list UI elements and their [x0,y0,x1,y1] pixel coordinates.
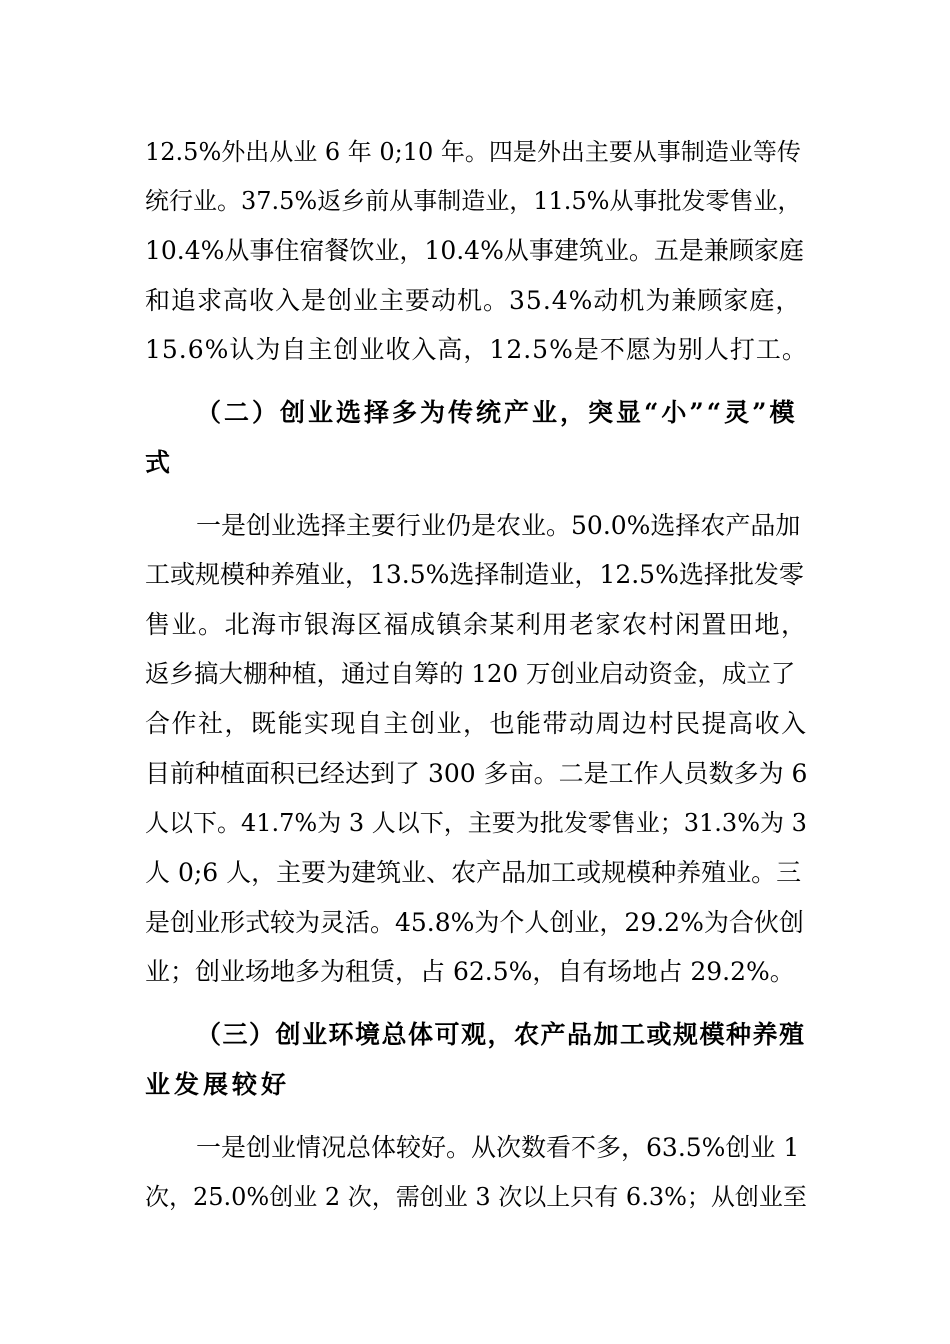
section-heading-continuation: 式 [145,448,175,477]
paragraph-line: 12.5%外出从业 6 年 0;10 年。四是外出主要从事制造业等传 [145,138,801,166]
paragraph-line: 人以下。41.7%为 3 人以下，主要为批发零售业；31.3%为 3 [145,809,807,837]
paragraph-line: 工或规模种养殖业，13.5%选择制造业，12.5%选择批发零 [145,560,804,589]
paragraph-line: 人 0;6 人，主要为建筑业、农产品加工或规模种养殖业。三 [145,858,802,887]
paragraph-line: 统行业。37.5%返乡前从事制造业，11.5%从事批发零售业， [145,187,802,215]
paragraph-line: 次，25.0%创业 2 次，需创业 3 次以上只有 6.3%；从创业至 [145,1183,807,1211]
paragraph-line: 返乡搞大棚种植，通过自筹的 120 万创业启动资金，成立了 [145,659,796,688]
paragraph-line: 一是创业情况总体较好。从次数看不多，63.5%创业 1 [196,1133,800,1162]
paragraph-line: 合作社，既能实现自主创业，也能带动周边村民提高收入 [145,709,808,738]
paragraph-line: 15.6%认为自主创业收入高，12.5%是不愿为别人打工。 [145,335,808,364]
paragraph-line: 售业。北海市银海区福成镇余某利用老家农村闲置田地， [145,610,808,639]
paragraph-line: 和追求高收入是创业主要动机。35.4%动机为兼顾家庭， [145,286,802,315]
section-heading: （二）创业选择多为传统产业，突显“小”“灵”模 [196,398,798,427]
paragraph-line: 一是创业选择主要行业仍是农业。50.0%选择农产品加 [196,511,801,540]
paragraph-line: 目前种植面积已经达到了 300 多亩。二是工作人员数多为 6 [145,759,808,788]
section-heading: （三）创业环境总体可观，农产品加工或规模种养殖 [196,1020,806,1049]
paragraph-line: 是创业形式较为灵活。45.8%为个人创业，29.2%为合伙创 [145,908,804,937]
section-heading-continuation: 业发展较好 [145,1070,291,1099]
paragraph-line: 10.4%从事住宿餐饮业，10.4%从事建筑业。五是兼顾家庭 [145,236,804,265]
paragraph-line: 业；创业场地多为租赁，占 62.5%，自有场地占 29.2%。 [145,957,795,986]
